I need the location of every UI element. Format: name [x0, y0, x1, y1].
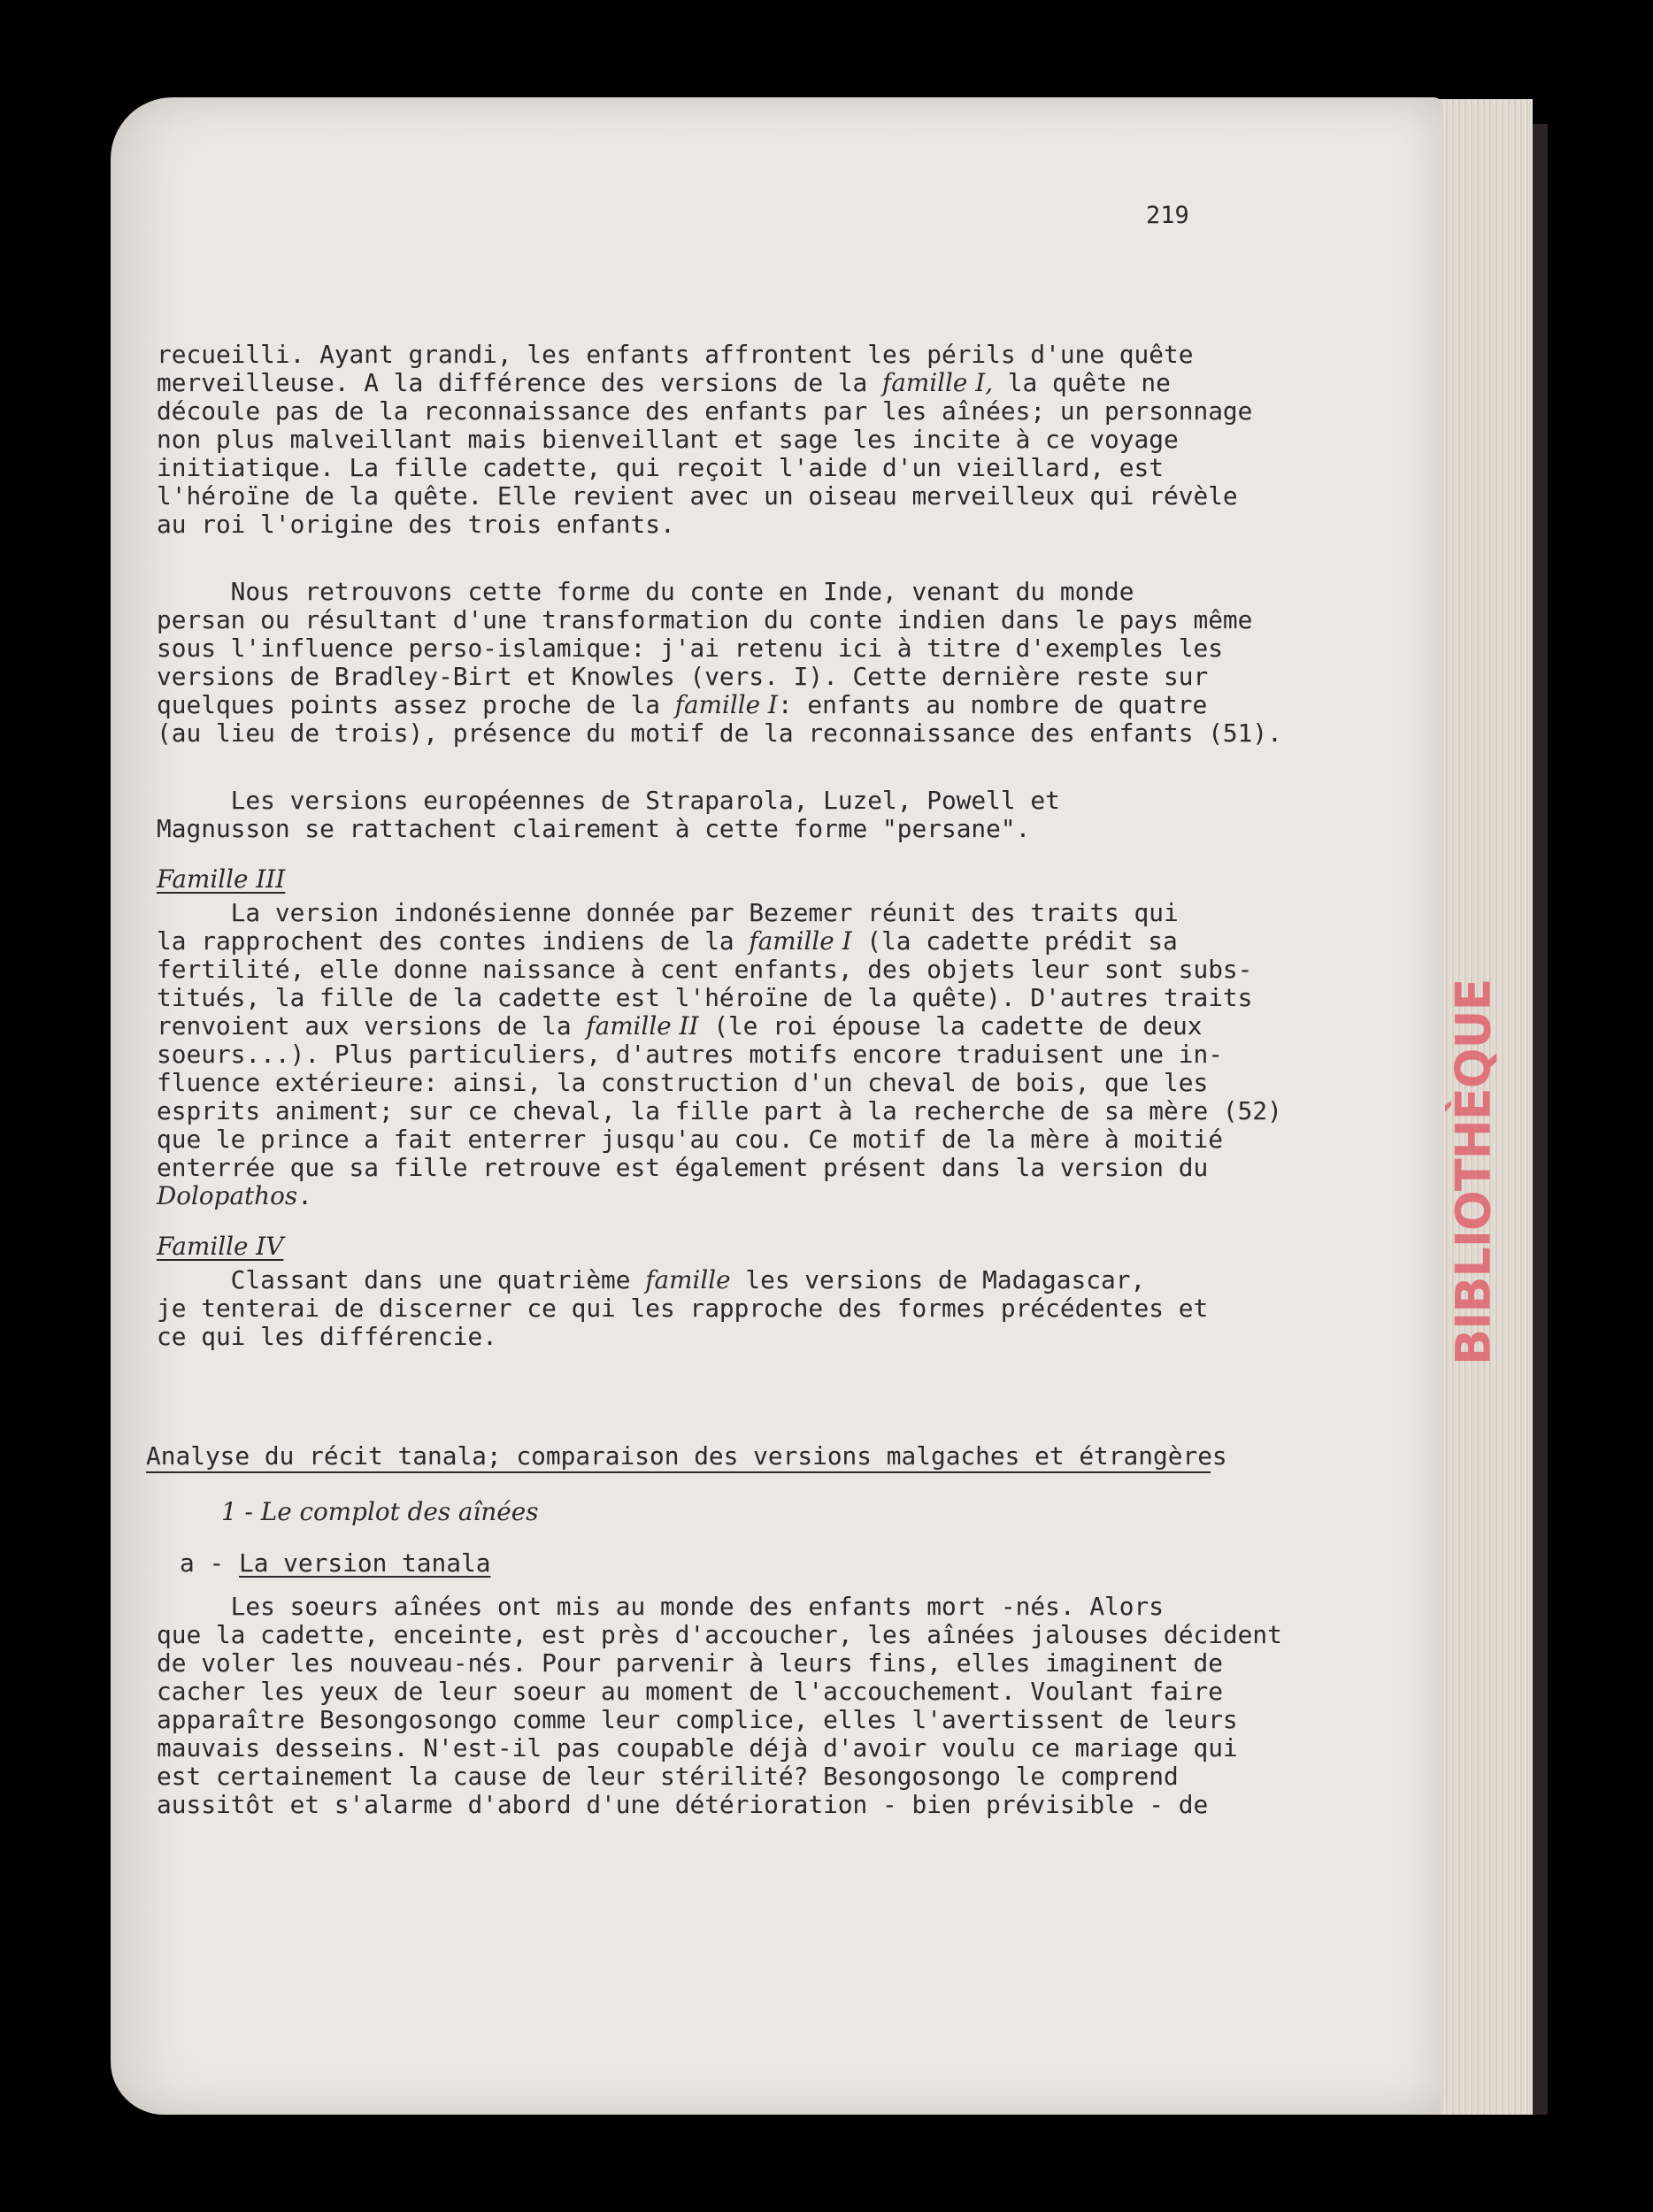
analysis-heading: Analyse du récit tanala; comparaison des versions malgaches et étrangères [146, 1441, 1227, 1471]
book-page [111, 97, 1442, 2115]
text-line: cacher les yeux de leur soeur au moment de l'accouchement. Voulant faire [157, 1677, 1223, 1706]
text-line: l'héroïne de la quête. Elle revient avec un oiseau merveilleux qui révèle [157, 481, 1238, 511]
text-line: quelques points assez proche de la famille I: enfants au nombre de quatre [157, 690, 1208, 719]
section-heading: Famille III [157, 864, 286, 894]
text-line: enterrée que sa fille retrouve est également présent dans la version du [157, 1153, 1209, 1182]
text-line: Magnusson se rattachent clairement à cette forme "persane". [157, 814, 1031, 843]
library-stamp: BIBLIOTHÈQUE [1445, 979, 1502, 1366]
text-line: aussitôt et s'alarme d'abord d'une détérioration - bien prévisible - de [157, 1790, 1209, 1819]
subsection-a-heading: a - La version tanala [180, 1548, 491, 1578]
text-line: que la cadette, enceinte, est près d'accoucher, les aînées jalouses décident [157, 1620, 1282, 1649]
text-line: que le prince a fait enterrer jusqu'au cou. Ce motif de la mère à moitié [157, 1125, 1223, 1154]
text-line: merveilleuse. A la différence des versions de la famille I, la quête ne [157, 368, 1171, 397]
text-line: la rapprochent des contes indiens de la famille I (la cadette prédit sa [157, 926, 1178, 956]
text-line: sous l'influence perso-islamique: j'ai retenu ici à titre d'exemples les [157, 634, 1223, 663]
text-line: au roi l'origine des trois enfants. [157, 510, 675, 539]
text-line: La version indonésienne donnée par Bezemer réunit des traits qui [157, 898, 1179, 927]
text-line: fertilité, elle donne naissance à cent enfants, des objets leur sont subs- [157, 955, 1253, 984]
text-line: titués, la fille de la cadette est l'héroïne de la quête). D'autres traits [157, 983, 1253, 1012]
text-line: Les versions européennes de Straparola, Luzel, Powell et [157, 786, 1060, 815]
subsection-heading: 1 - Le complot des aînées [221, 1497, 539, 1526]
text-line: je tenterai de discerner ce qui les rapproche des formes précédentes et [157, 1294, 1209, 1323]
text-line: soeurs...). Plus particuliers, d'autres motifs encore traduisent une in- [157, 1040, 1223, 1069]
text-line: ce qui les différencie. [157, 1322, 497, 1351]
heading-underline [146, 1471, 1211, 1473]
text-line: (au lieu de trois), présence du motif de la reconnaissance des enfants (51). [157, 718, 1282, 748]
text-line: esprits animent; sur ce cheval, la fille part à la recherche de sa mère (52) [157, 1096, 1282, 1125]
text-line: Les soeurs aînées ont mis au monde des enfants mort -nés. Alors [157, 1592, 1164, 1621]
text-line: fluence extérieure: ainsi, la construction d'un cheval de bois, que les [157, 1068, 1209, 1097]
text-line: versions de Bradley-Birt et Knowles (vers. I). Cette dernière reste sur [157, 662, 1209, 691]
page-number: 219 [1146, 202, 1189, 229]
text-line: non plus malveillant mais bienveillant et sage les incite à ce voyage [157, 425, 1179, 454]
page-content [111, 97, 1442, 2115]
text-line: découle pas de la reconnaissance des enfants par les aînées; un personnage [157, 396, 1253, 426]
section-heading: Famille IV [157, 1232, 284, 1261]
text-line: renvoient aux versions de la famille II (le roi épouse la cadette de deux [157, 1011, 1203, 1041]
text-line: Nous retrouvons cette forme du conte en Inde, venant du monde [157, 577, 1134, 606]
text-line: apparaître Besongosongo comme leur complice, elles l'avertissent de leurs [157, 1705, 1238, 1734]
text-line: Classant dans une quatrième famille les versions de Madagascar, [157, 1265, 1146, 1294]
text-line: mauvais desseins. N'est-il pas coupable déjà d'avoir voulu ce mariage qui [157, 1733, 1238, 1763]
text-line: Dolopathos. [157, 1181, 312, 1210]
text-line: initiatique. La fille cadette, qui reçoit l'aide d'un vieillard, est [157, 453, 1164, 482]
text-line: de voler les nouveau-nés. Pour parvenir à leurs fins, elles imaginent de [157, 1648, 1223, 1678]
text-line: persan ou résultant d'une transformation du conte indien dans le pays même [157, 605, 1253, 634]
text-line: est certainement la cause de leur stérilité? Besongosongo le comprend [157, 1762, 1179, 1791]
text-line: recueilli. Ayant grandi, les enfants affrontent les périls d'une quête [157, 340, 1194, 369]
